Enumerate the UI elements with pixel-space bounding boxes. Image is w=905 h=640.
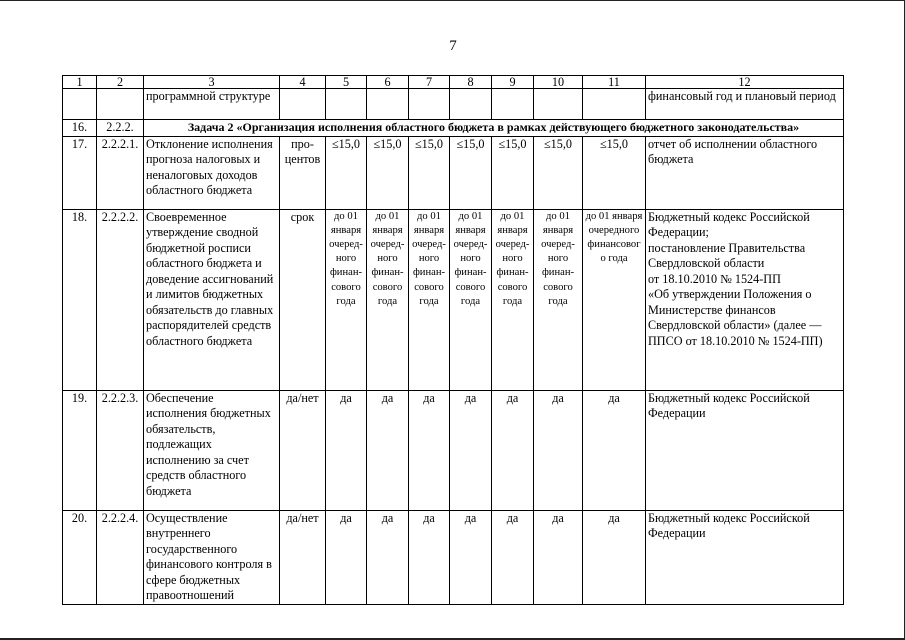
source-line: постановление Правительства Свердловской области	[648, 240, 806, 270]
row-code: 2.2.2.2.	[97, 209, 144, 390]
target-value: да	[583, 390, 646, 510]
row-code: 2.2.2.4.	[97, 510, 144, 604]
indicator-name: Обеспечение исполнения бюджетных обязательств, подлежащих исполнению за счет средств областного бюджета	[144, 390, 280, 510]
target-value: да	[534, 390, 583, 510]
target-value: до 01 января очеред-ного финан-сового года	[450, 209, 492, 390]
target-value: да	[326, 390, 367, 510]
target-value: до 01 января очеред-ного финан-сового года	[534, 209, 583, 390]
unit: да/нет	[280, 510, 326, 604]
target-value: до 01 января очеред-ного финан-сового года	[326, 209, 367, 390]
continuation-source: финансовый год и плановый период	[646, 89, 844, 120]
target-value: да	[450, 510, 492, 604]
task-row	[63, 120, 844, 137]
continuation-name: программной структуре	[144, 89, 280, 120]
table-row	[63, 510, 844, 604]
column-number-row	[63, 76, 844, 89]
unit: да/нет	[280, 390, 326, 510]
target-value: да	[492, 390, 534, 510]
row-number: 17.	[63, 136, 97, 209]
source-document	[646, 209, 844, 390]
table-row	[63, 390, 844, 510]
row-number: 18.	[63, 209, 97, 390]
target-value: ≤15,0	[492, 136, 534, 209]
column-number: 2	[97, 76, 144, 89]
column-number: 12	[646, 76, 844, 89]
target-value: ≤15,0	[409, 136, 450, 209]
source-document: отчет об исполнении областного бюджета	[646, 136, 844, 209]
source-line: от 18.10.2010 № 1524-ПП	[648, 271, 781, 286]
target-value: да	[492, 510, 534, 604]
column-number: 10	[534, 76, 583, 89]
target-value: ≤15,0	[534, 136, 583, 209]
column-number: 4	[280, 76, 326, 89]
target-value: до 01 января очеред-ного финан-сового года	[367, 209, 409, 390]
target-value: до 01 января очеред-ного финан-сового года	[409, 209, 450, 390]
indicator-name: Осуществление внутреннего государственного финансового контроля в сфере бюджетных правоотношений	[144, 510, 280, 604]
target-value: ≤15,0	[326, 136, 367, 209]
target-value: ≤15,0	[367, 136, 409, 209]
source-line: Бюджетный кодекс Российской Федерации;	[648, 209, 810, 239]
column-number: 5	[326, 76, 367, 89]
source-document: Бюджетный кодекс Российской Федерации	[646, 390, 844, 510]
continuation-row	[63, 89, 844, 120]
column-number: 7	[409, 76, 450, 89]
target-value: до 01 января очередного финансовог о года	[583, 209, 646, 390]
row-number: 20.	[63, 510, 97, 604]
column-number: 6	[367, 76, 409, 89]
target-value: да	[409, 390, 450, 510]
target-value: да	[583, 510, 646, 604]
column-number: 11	[583, 76, 646, 89]
column-number: 3	[144, 76, 280, 89]
column-number: 1	[63, 76, 97, 89]
target-value: да	[326, 510, 367, 604]
target-value: до 01 января очеред-ного финан-сового года	[492, 209, 534, 390]
row-number: 19.	[63, 390, 97, 510]
column-number: 9	[492, 76, 534, 89]
target-value: да	[534, 510, 583, 604]
row-code: 2.2.2.3.	[97, 390, 144, 510]
indicator-name: Отклонение исполнения прогноза налоговых и неналоговых доходов областного бюджета	[144, 136, 280, 209]
indicator-name: Своевременное утверждение сводной бюджетной росписи областного бюджета и доведение ассигнований и лимитов бюджетных обязательств до главных распорядителей средств областного бюджета	[144, 209, 280, 390]
row-number: 16.	[63, 120, 97, 137]
column-number: 8	[450, 76, 492, 89]
target-value: да	[409, 510, 450, 604]
indicators-table	[62, 75, 844, 605]
target-value: ≤15,0	[583, 136, 646, 209]
table-row	[63, 136, 844, 209]
task-title: Задача 2 «Организация исполнения областного бюджета в рамках действующего бюджетного законодательства»	[144, 120, 844, 137]
row-code: 2.2.2.	[97, 120, 144, 137]
target-value: да	[450, 390, 492, 510]
page-number: 7	[449, 38, 457, 54]
unit: срок	[280, 209, 326, 390]
target-value: да	[367, 510, 409, 604]
unit: про-центов	[280, 136, 326, 209]
scan-frame-top	[0, 0, 905, 1]
table-row	[63, 209, 844, 390]
target-value: ≤15,0	[450, 136, 492, 209]
row-code: 2.2.2.1.	[97, 136, 144, 209]
source-line: «Об утверждении Положения о Министерстве финансов Свердловской области» (далее — ППСО от 18.10.2010 № 1524-ПП)	[648, 287, 823, 348]
target-value: да	[367, 390, 409, 510]
source-document: Бюджетный кодекс Российской Федерации	[646, 510, 844, 604]
